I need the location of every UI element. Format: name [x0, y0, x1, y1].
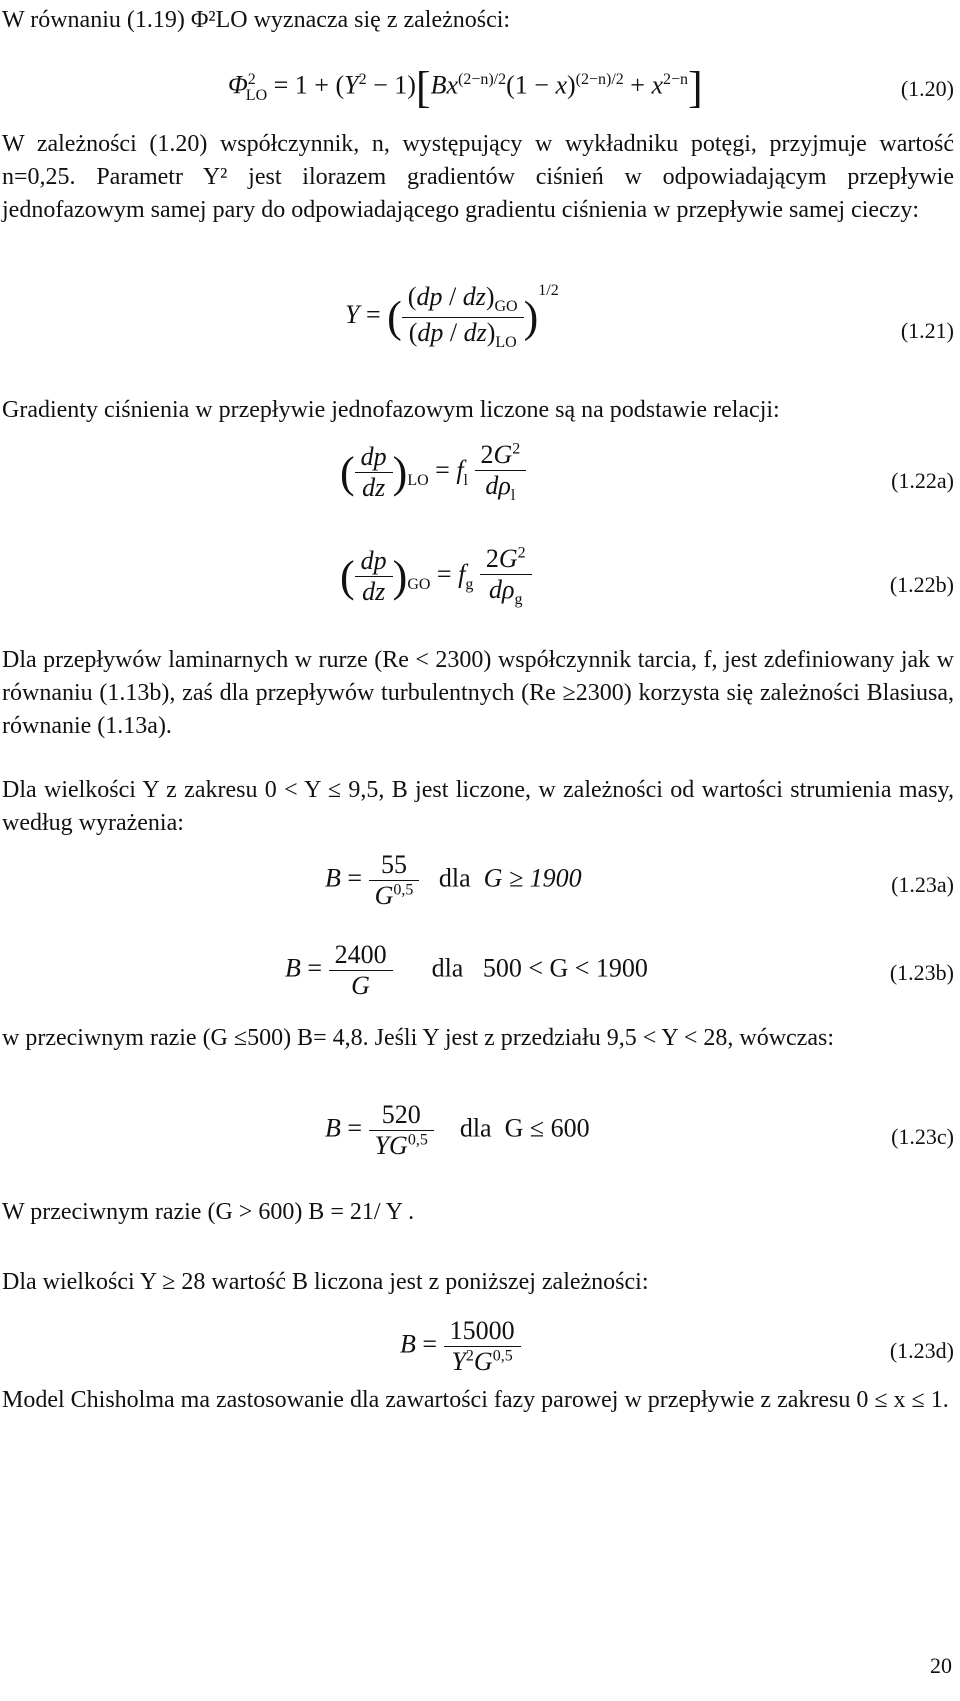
- equation-number: (1.23a): [891, 872, 954, 897]
- page-number: 20: [930, 1653, 952, 1678]
- equation-number: (1.22a): [891, 468, 954, 493]
- paragraph-friction: Dla przepływów laminarnych w rurze (Re < 2300) współczynnik tarcia, f, jest zdefiniowany jak w równaniu (1.13b), zaś dla przepływów turbulentnych (Re ≥2300) korzysta się zależności Blasiusa, równanie (1.13a).: [2, 647, 954, 739]
- paragraph-range-2: w przeciwnym razie (G ≤500) B= 4,8. Jeśli Y jest z przedziału 9,5 < Y < 28, wówczas:: [2, 1025, 834, 1051]
- paragraph-chisholm-range: Model Chisholma ma zastosowanie dla zawartości fazy parowej w przepływie z zakresu 0 ≤ x ≤ 1.: [2, 1387, 949, 1413]
- equation-number: (1.20): [900, 76, 954, 101]
- equation-1-23d: B = $\frac{15000}{Y^2G^{0,5}}$: [400, 1316, 521, 1377]
- equation-number: (1.21): [900, 318, 954, 343]
- paragraph-otherwise: W przeciwnym razie (G > 600) B = 21/ Y .: [2, 1199, 415, 1225]
- equation-number: (1.23c): [891, 1124, 954, 1149]
- paragraph-parameter-y: W zależności (1.20) współczynnik, n, występujący w wykładniku potęgi, przyjmuje wartość n=0,25. Parametr Y² jest ilorazem gradientów ciśnień w odpowiadającym przepływie jednofazowym samej pary do odpowiadającego gradientu ciśnienia w przepływie samej cieczy:: [2, 131, 954, 223]
- equation-number: (1.23b): [889, 960, 954, 985]
- equation-number: (1.23d): [889, 1338, 954, 1363]
- paragraph-gradients: Gradienty ciśnienia w przepływie jednofazowym liczone są na podstawie relacji:: [2, 397, 780, 423]
- equation-1-22a: ( $\frac{dp}{dz}$ )$_{LO} = f_l$ $\frac{2G^2}{d\rho_l}$: [340, 440, 526, 505]
- equation-number: (1.22b): [889, 572, 954, 597]
- equation-1-23a: B = $\frac{55}{G^{0,5}}$ dla G ≥ 1900: [325, 850, 582, 910]
- equation-1-21: Y = ( $\frac{(dp / dz)_{GO}}{(dp / dz)_{LO}}$ )$^{1/2}$: [345, 282, 559, 351]
- equation-1-22b: ( $\frac{dp}{dz}$ )$_{GO} = f_g$ $\frac{2G^2}{d\rho_g}$: [340, 544, 532, 609]
- paragraph-intro: W równaniu (1.19) Φ²LO wyznacza się z zależności:: [2, 7, 511, 33]
- equation-1-23b: B = $\frac{2400}{G}$ dla 500 < G < 1900: [285, 940, 648, 1000]
- paragraph-range-3: Dla wielkości Y ≥ 28 wartość B liczona jest z poniższej zależności:: [2, 1269, 649, 1295]
- equation-1-23c: B = $\frac{520}{YG^{0,5}}$ dla G ≤ 600: [325, 1100, 590, 1160]
- paragraph-range-1: Dla wielkości Y z zakresu 0 < Y ≤ 9,5, B jest liczone, w zależności od wartości strumienia masy, według wyrażenia:: [2, 777, 954, 836]
- equation-1-20: $\Phi^2_{LO} = 1 + (Y^2 - 1)[Bx^{(2-n)/2}(1 - x)^{(2-n)/2} + x^{2-n}]$: [228, 63, 703, 112]
